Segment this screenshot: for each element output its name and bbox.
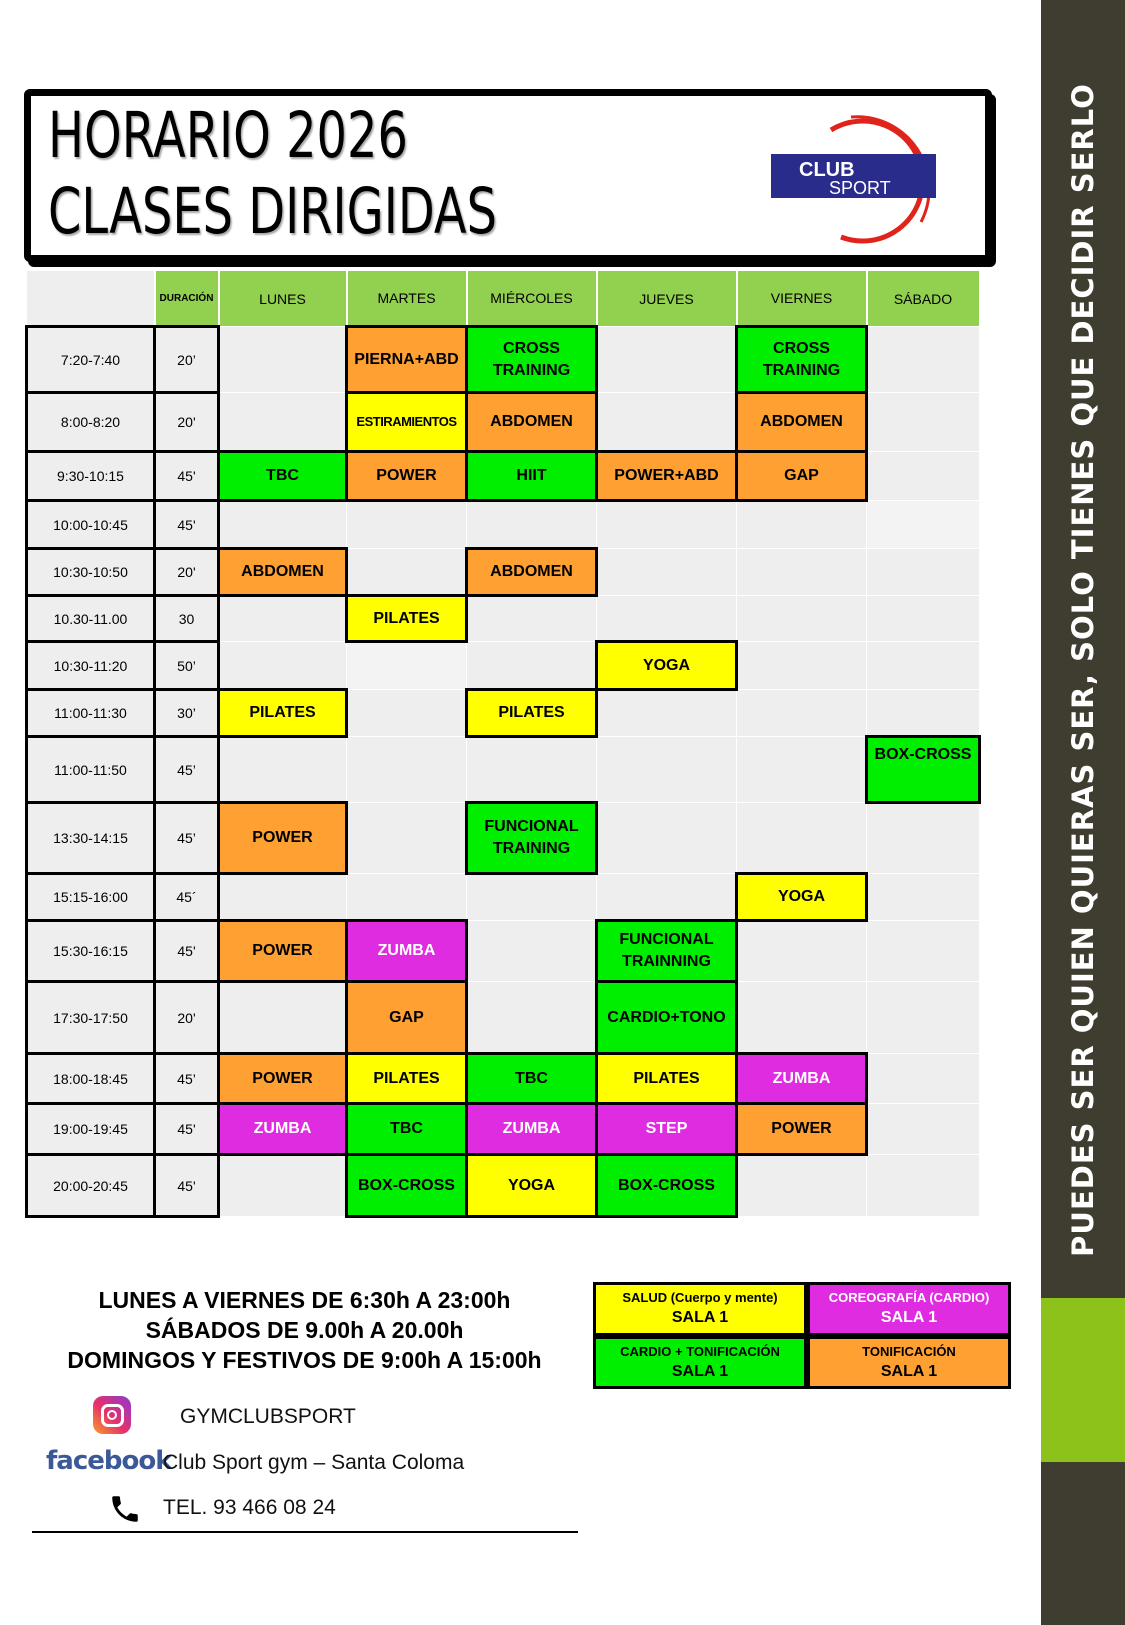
phone-number[interactable]: TEL. 93 466 08 24	[163, 1496, 336, 1519]
empty-slot	[347, 501, 467, 549]
table-row	[27, 549, 980, 596]
class-cell: ZUMBA	[347, 921, 467, 982]
opening-hours	[32, 1285, 577, 1375]
header-day: VIERNES	[737, 271, 867, 327]
empty-slot	[347, 874, 467, 921]
phone-icon	[108, 1492, 142, 1526]
empty-slot	[867, 982, 980, 1054]
empty-slot	[467, 737, 597, 803]
duration-cell: 45’	[155, 737, 219, 803]
empty-slot	[219, 737, 347, 803]
time-cell: 18:00-18:45	[27, 1054, 155, 1104]
empty-slot	[597, 327, 737, 393]
empty-slot	[467, 982, 597, 1054]
time-cell: 7:20-7:40	[27, 327, 155, 393]
empty-slot	[737, 982, 867, 1054]
header-box	[24, 89, 992, 262]
header-day: MARTES	[347, 271, 467, 327]
side-slogan: PUEDES SER QUIEN QUIERAS SER, SOLO TIENES QUE DECIDIR SERLO	[1066, 83, 1100, 1257]
table-row	[27, 982, 980, 1054]
class-cell: PIERNA+ABD	[347, 327, 467, 393]
header-cell	[27, 271, 155, 327]
title-line-2: CLASES DIRIGIDAS	[48, 175, 497, 248]
empty-slot	[597, 737, 737, 803]
empty-slot	[867, 1054, 980, 1104]
empty-slot	[467, 596, 597, 642]
empty-slot	[597, 501, 737, 549]
class-cell: POWER	[347, 452, 467, 501]
legend-room: SALA 1	[880, 1309, 938, 1326]
empty-slot	[737, 690, 867, 737]
legend-room: SALA 1	[671, 1309, 729, 1326]
table-row	[27, 596, 980, 642]
class-cell: CROSS TRAINING	[467, 327, 597, 393]
logo-text-sport: SPORT	[829, 178, 891, 198]
empty-slot	[867, 874, 980, 921]
table-row	[27, 690, 980, 737]
empty-slot	[219, 642, 347, 690]
empty-slot	[597, 596, 737, 642]
class-cell: FUNCIONAL TRAINNING	[597, 921, 737, 982]
empty-slot	[737, 549, 867, 596]
empty-slot	[219, 1155, 347, 1217]
legend-salud	[593, 1282, 807, 1336]
header-day: JUEVES	[597, 271, 737, 327]
class-cell: GAP	[347, 982, 467, 1054]
table-row	[27, 1104, 980, 1155]
class-cell: TBC	[467, 1054, 597, 1104]
time-cell: 10:00-10:45	[27, 501, 155, 549]
empty-slot	[347, 803, 467, 874]
class-cell: TBC	[347, 1104, 467, 1155]
class-cell: HIIT	[467, 452, 597, 501]
empty-slot	[867, 549, 980, 596]
header-day: LUNES	[219, 271, 347, 327]
duration-cell: 45'	[155, 921, 219, 982]
class-cell: YOGA	[737, 874, 867, 921]
empty-slot	[467, 921, 597, 982]
empty-slot	[737, 803, 867, 874]
duration-cell: 30’	[155, 690, 219, 737]
time-cell: 10:30-10:50	[27, 549, 155, 596]
duration-cell: 45'	[155, 1155, 219, 1217]
time-cell: 15:30-16:15	[27, 921, 155, 982]
page-title	[48, 98, 497, 250]
empty-slot	[597, 874, 737, 921]
empty-slot	[737, 596, 867, 642]
class-cell: POWER	[219, 921, 347, 982]
table-row	[27, 874, 980, 921]
hours-weekdays: LUNES A VIERNES DE 6:30h A 23:00h	[98, 1287, 511, 1313]
facebook-logo[interactable]: facebook	[46, 1446, 172, 1476]
class-cell: ABDOMEN	[219, 549, 347, 596]
duration-cell: 45’	[155, 1054, 219, 1104]
empty-slot	[347, 737, 467, 803]
empty-slot	[737, 921, 867, 982]
duration-cell: 20'	[155, 982, 219, 1054]
empty-slot	[737, 1155, 867, 1217]
legend-room: SALA 1	[880, 1363, 938, 1380]
facebook-page[interactable]: Club Sport gym – Santa Coloma	[163, 1451, 465, 1474]
empty-slot	[219, 327, 347, 393]
class-cell: POWER	[219, 1054, 347, 1104]
class-cell: ESTIRAMIENTOS	[347, 393, 467, 452]
duration-cell: 45’	[155, 803, 219, 874]
empty-slot	[219, 874, 347, 921]
empty-slot	[737, 501, 867, 549]
empty-slot	[347, 549, 467, 596]
schedule-table	[25, 270, 981, 1218]
legend-coreografia	[807, 1282, 1011, 1336]
empty-slot	[867, 803, 980, 874]
empty-slot	[867, 393, 980, 452]
instagram-handle[interactable]: GYMCLUBSPORT	[180, 1405, 356, 1428]
class-cell: FUNCIONAL TRAINING	[467, 803, 597, 874]
instagram-icon[interactable]	[93, 1396, 131, 1434]
legend-cardio-tonificacion	[593, 1336, 807, 1389]
duration-cell: 20'	[155, 393, 219, 452]
duration-cell: 50’	[155, 642, 219, 690]
legend-title: CARDIO + TONIFICACIÓN	[620, 1344, 780, 1359]
empty-slot	[867, 596, 980, 642]
legend-title: SALUD (Cuerpo y mente)	[622, 1290, 778, 1305]
empty-slot	[867, 501, 980, 549]
time-cell: 20:00-20:45	[27, 1155, 155, 1217]
class-cell: ZUMBA	[219, 1104, 347, 1155]
empty-slot	[597, 393, 737, 452]
empty-slot	[467, 501, 597, 549]
class-cell: YOGA	[597, 642, 737, 690]
empty-slot	[219, 501, 347, 549]
class-cell: POWER+ABD	[597, 452, 737, 501]
header-duration: DURACIÓN	[155, 271, 219, 327]
empty-slot	[597, 690, 737, 737]
class-cell: PILATES	[467, 690, 597, 737]
empty-slot	[867, 1155, 980, 1217]
duration-cell: 45´	[155, 874, 219, 921]
table-row	[27, 327, 980, 393]
legend-title: COREOGRAFÍA (CARDIO)	[828, 1290, 990, 1305]
legend-room: SALA 1	[671, 1363, 729, 1380]
time-cell: 11:00-11:50	[27, 737, 155, 803]
class-cell: ABDOMEN	[467, 393, 597, 452]
table-row	[27, 501, 980, 549]
empty-slot	[737, 642, 867, 690]
class-cell: POWER	[737, 1104, 867, 1155]
divider	[32, 1531, 578, 1533]
class-cell: ABDOMEN	[467, 549, 597, 596]
duration-cell: 45'	[155, 501, 219, 549]
time-cell: 10.30-11.00	[27, 596, 155, 642]
empty-slot	[467, 874, 597, 921]
class-cell: ZUMBA	[737, 1054, 867, 1104]
class-cell: ZUMBA	[467, 1104, 597, 1155]
class-cell: BOX-CROSS	[597, 1155, 737, 1217]
empty-slot	[867, 452, 980, 501]
time-cell: 17:30-17:50	[27, 982, 155, 1054]
empty-slot	[467, 642, 597, 690]
empty-slot	[867, 1104, 980, 1155]
class-cell: ABDOMEN	[737, 393, 867, 452]
empty-slot	[219, 393, 347, 452]
class-cell: PILATES	[219, 690, 347, 737]
class-cell: CARDIO+TONO	[597, 982, 737, 1054]
empty-slot	[737, 737, 867, 803]
class-cell: GAP	[737, 452, 867, 501]
class-cell: YOGA	[467, 1155, 597, 1217]
table-row	[27, 737, 980, 803]
hours-sunday-holidays: DOMINGOS Y FESTIVOS DE 9:00h A 15:00h	[67, 1347, 542, 1373]
time-cell: 9:30-10:15	[27, 452, 155, 501]
empty-slot	[867, 690, 980, 737]
logo-text-club: CLUB	[799, 159, 855, 181]
duration-cell: 45'	[155, 452, 219, 501]
hours-saturday: SÁBADOS DE 9.00h A 20.00h	[145, 1317, 464, 1343]
class-cell: CROSS TRAINING	[737, 327, 867, 393]
empty-slot	[867, 642, 980, 690]
duration-cell: 45'	[155, 1104, 219, 1155]
side-bar-accent	[1041, 1298, 1125, 1462]
empty-slot	[219, 982, 347, 1054]
duration-cell: 20'	[155, 549, 219, 596]
legend-title: TONIFICACIÓN	[862, 1344, 956, 1359]
class-cell: BOX-CROSS	[347, 1155, 467, 1217]
empty-slot	[867, 327, 980, 393]
legend-tonificacion	[807, 1336, 1011, 1389]
empty-slot	[867, 921, 980, 982]
class-cell: STEP	[597, 1104, 737, 1155]
table-row	[27, 921, 980, 982]
time-cell: 13:30-14:15	[27, 803, 155, 874]
class-cell: PILATES	[347, 596, 467, 642]
empty-slot	[347, 642, 467, 690]
table-row	[27, 1054, 980, 1104]
duration-cell: 30	[155, 596, 219, 642]
empty-slot	[219, 596, 347, 642]
time-cell: 8:00-8:20	[27, 393, 155, 452]
title-line-1: HORARIO 2026	[48, 99, 408, 172]
class-cell: PILATES	[597, 1054, 737, 1104]
club-sport-logo	[771, 102, 961, 252]
table-row	[27, 1155, 980, 1217]
class-cell: POWER	[219, 803, 347, 874]
empty-slot	[597, 549, 737, 596]
time-cell: 19:00-19:45	[27, 1104, 155, 1155]
empty-slot	[597, 803, 737, 874]
table-row	[27, 642, 980, 690]
class-cell: TBC	[219, 452, 347, 501]
table-row	[27, 803, 980, 874]
table-row	[27, 452, 980, 501]
time-cell: 10:30-11:20	[27, 642, 155, 690]
empty-slot	[347, 690, 467, 737]
table-row	[27, 393, 980, 452]
time-cell: 15:15-16:00	[27, 874, 155, 921]
duration-cell: 20’	[155, 327, 219, 393]
header-row	[27, 271, 980, 327]
class-cell: BOX-CROSS	[867, 737, 980, 803]
class-cell: PILATES	[347, 1054, 467, 1104]
header-day: SÁBADO	[867, 271, 980, 327]
header-day: MIÉRCOLES	[467, 271, 597, 327]
time-cell: 11:00-11:30	[27, 690, 155, 737]
